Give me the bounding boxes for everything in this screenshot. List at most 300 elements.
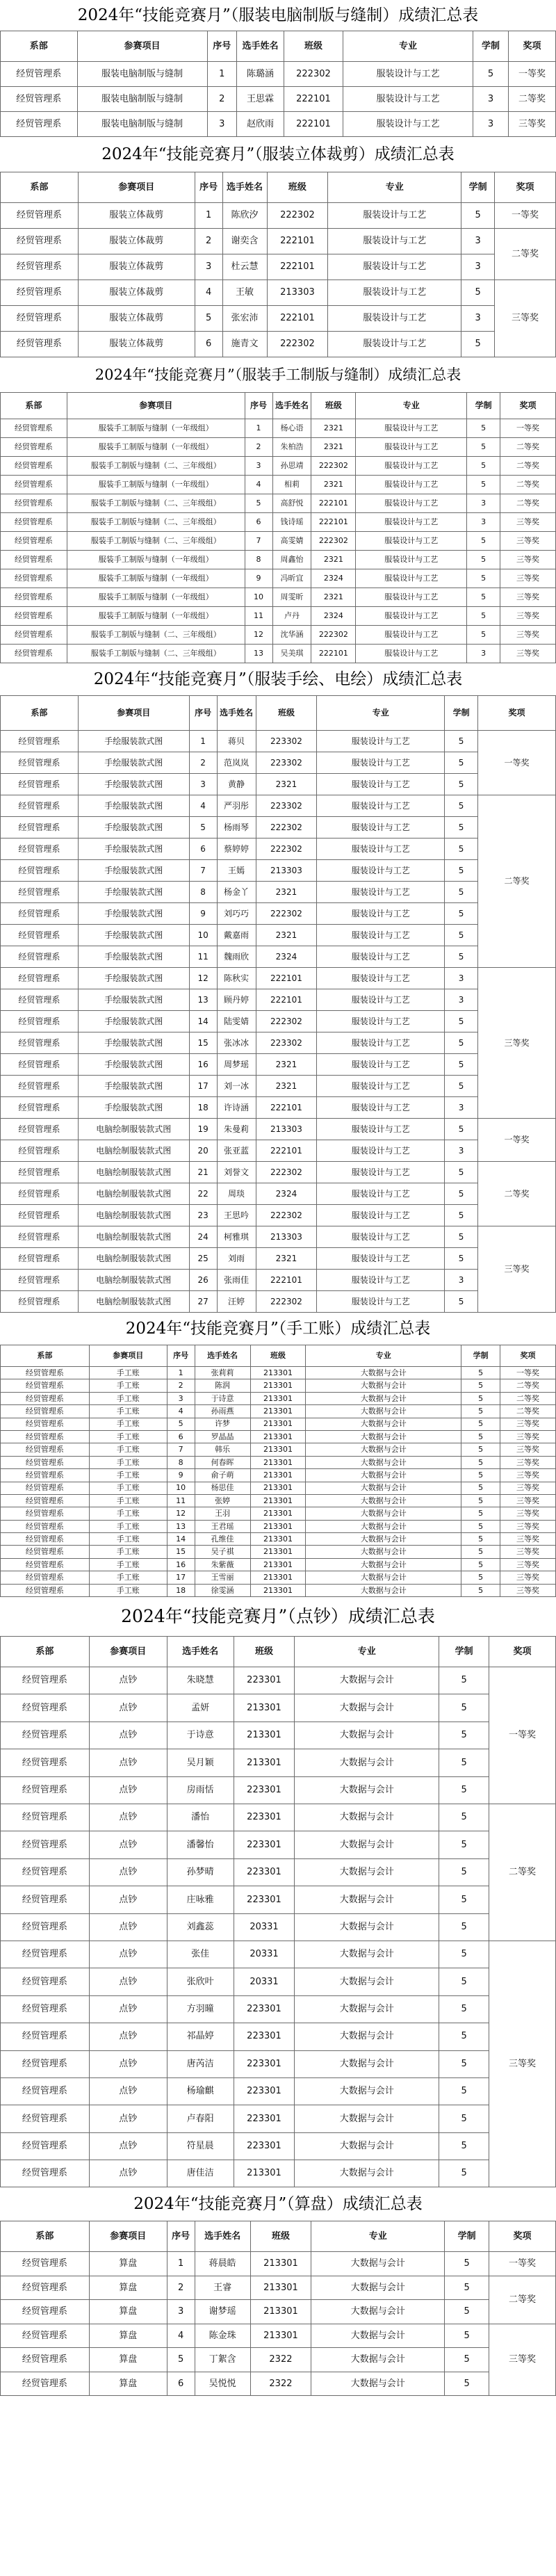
cell-number: 9 xyxy=(167,1469,195,1482)
cell-class: 222101 xyxy=(267,254,328,280)
cell-contestant: 吴悦悦 xyxy=(195,2372,250,2396)
cell-contestant: 潘怡 xyxy=(167,1804,234,1831)
cell-award: 三等奖 xyxy=(500,1520,556,1532)
column-header-contestant: 选手姓名 xyxy=(167,1637,234,1667)
column-header-number: 序号 xyxy=(189,696,217,731)
cell-event: 服装电脑制版与缝制 xyxy=(77,112,207,137)
cell-contestant: 徐雯涵 xyxy=(195,1584,250,1596)
cell-class: 2322 xyxy=(250,2348,311,2372)
column-header-award: 奖项 xyxy=(489,2221,556,2252)
cell-major: 服装设计与工艺 xyxy=(317,731,445,752)
cell-department: 经贸管理系 xyxy=(1,1270,79,1291)
cell-award: 三等奖 xyxy=(500,551,556,569)
cell-department: 经贸管理系 xyxy=(1,203,79,229)
cell-department: 经贸管理系 xyxy=(1,1546,90,1558)
table-row xyxy=(1,1162,556,1183)
cell-department: 经贸管理系 xyxy=(1,254,79,280)
cell-major: 大数据与会计 xyxy=(306,1520,461,1532)
cell-major: 大数据与会计 xyxy=(306,1533,461,1546)
cell-contestant: 房雨恬 xyxy=(167,1776,234,1804)
cell-duration: 5 xyxy=(461,1405,500,1418)
table-row xyxy=(1,532,556,551)
cell-department: 经贸管理系 xyxy=(1,2252,90,2276)
table-row xyxy=(1,1913,556,1941)
cell-duration: 5 xyxy=(445,925,478,946)
cell-duration: 5 xyxy=(439,2050,489,2077)
cell-department: 经贸管理系 xyxy=(1,494,67,513)
cell-contestant: 朱曼莉 xyxy=(217,1119,256,1140)
cell-duration: 5 xyxy=(445,1054,478,1076)
table-row xyxy=(1,457,556,476)
table-row xyxy=(1,1405,556,1418)
cell-class: 222302 xyxy=(267,332,328,357)
cell-major: 服装设计与工艺 xyxy=(317,1119,445,1140)
cell-contestant: 杨瑜麒 xyxy=(167,2077,234,2105)
cell-number: 5 xyxy=(167,1418,195,1430)
cell-number: 13 xyxy=(245,645,272,663)
cell-class: 2321 xyxy=(256,1076,317,1097)
cell-contestant: 蒋贝 xyxy=(217,731,256,752)
cell-major: 服装设计与工艺 xyxy=(356,607,467,626)
cell-event: 服装立体裁剪 xyxy=(78,254,195,280)
table-row xyxy=(1,2252,556,2276)
cell-major: 服装设计与工艺 xyxy=(317,882,445,903)
cell-class: 213301 xyxy=(250,1418,306,1430)
cell-class: 223301 xyxy=(234,1776,295,1804)
table-row xyxy=(1,903,556,925)
cell-event: 手工账 xyxy=(89,1443,167,1456)
cell-department: 经贸管理系 xyxy=(1,968,79,989)
cell-class: 213301 xyxy=(234,1722,295,1749)
cell-class: 2324 xyxy=(311,607,356,626)
cell-duration: 5 xyxy=(439,1913,489,1941)
cell-event: 手绘服装款式图 xyxy=(78,1076,189,1097)
cell-duration: 5 xyxy=(467,457,500,476)
cell-duration: 5 xyxy=(467,551,500,569)
cell-department: 经贸管理系 xyxy=(1,1119,79,1140)
cell-contestant: 王思霖 xyxy=(236,87,284,112)
cell-department: 经贸管理系 xyxy=(1,817,79,839)
cell-major: 服装设计与工艺 xyxy=(356,532,467,551)
cell-event: 点钞 xyxy=(89,1694,167,1722)
cell-class: 213301 xyxy=(234,1694,295,1722)
cell-major: 服装设计与工艺 xyxy=(328,229,461,254)
cell-major: 大数据与会计 xyxy=(295,2105,439,2132)
cell-class: 222101 xyxy=(267,306,328,332)
cell-contestant: 祁晶婷 xyxy=(167,2023,234,2050)
cell-duration: 5 xyxy=(445,946,478,968)
cell-class: 222101 xyxy=(256,989,317,1011)
cell-department: 经贸管理系 xyxy=(1,306,79,332)
cell-event: 点钞 xyxy=(89,2160,167,2187)
table-row xyxy=(1,569,556,588)
cell-class: 213301 xyxy=(234,2160,295,2187)
table-row xyxy=(1,1183,556,1205)
results-table xyxy=(0,1345,556,1597)
cell-duration: 3 xyxy=(467,494,500,513)
cell-class: 213301 xyxy=(250,1558,306,1571)
cell-event: 点钞 xyxy=(89,1913,167,1941)
section-title: 2024年“技能竞赛月”（点钞）成绩汇总表 xyxy=(121,1606,435,1627)
column-header-department: 系部 xyxy=(1,1345,90,1367)
cell-major: 服装设计与工艺 xyxy=(356,645,467,663)
column-header-department: 系部 xyxy=(1,1637,90,1667)
table-row xyxy=(1,1520,556,1532)
cell-award: 三等奖 xyxy=(500,1418,556,1430)
cell-award: 一等奖 xyxy=(495,203,556,229)
cell-class: 213301 xyxy=(250,1469,306,1482)
cell-duration: 5 xyxy=(439,1749,489,1776)
cell-department: 经贸管理系 xyxy=(1,903,79,925)
table-row xyxy=(1,1667,556,1694)
cell-major: 大数据与会计 xyxy=(306,1443,461,1456)
cell-event: 服装手工制版与缝制（一年级组） xyxy=(67,476,245,494)
cell-award: 三等奖 xyxy=(500,1494,556,1507)
cell-contestant: 陆雯婧 xyxy=(217,1011,256,1032)
column-header-event: 参赛项目 xyxy=(89,1637,167,1667)
cell-event: 手绘服装款式图 xyxy=(78,989,189,1011)
cell-event: 手工账 xyxy=(89,1571,167,1584)
table-row xyxy=(1,1995,556,2023)
cell-duration: 5 xyxy=(461,1520,500,1532)
cell-event: 点钞 xyxy=(89,2105,167,2132)
column-header-major: 专业 xyxy=(311,2221,445,2252)
cell-contestant: 魏雨欣 xyxy=(217,946,256,968)
cell-award: 三等奖 xyxy=(500,1456,556,1468)
cell-number: 7 xyxy=(189,860,217,882)
cell-department: 经贸管理系 xyxy=(1,645,67,663)
cell-number: 22 xyxy=(189,1183,217,1205)
cell-award: 三等奖 xyxy=(478,1226,556,1313)
cell-major: 大数据与会计 xyxy=(295,1886,439,1913)
cell-major: 大数据与会计 xyxy=(306,1405,461,1418)
column-header-award: 奖项 xyxy=(495,172,556,203)
column-header-class: 班级 xyxy=(250,1345,306,1367)
cell-event: 手绘服装款式图 xyxy=(78,946,189,968)
cell-major: 大数据与会计 xyxy=(311,2276,445,2300)
results-table xyxy=(0,31,556,137)
cell-major: 大数据与会计 xyxy=(306,1456,461,1468)
table-row xyxy=(1,925,556,946)
table-row xyxy=(1,1430,556,1443)
table-row xyxy=(1,817,556,839)
table-row xyxy=(1,1456,556,1468)
cell-major: 大数据与会计 xyxy=(306,1482,461,1494)
cell-department: 经贸管理系 xyxy=(1,1886,90,1913)
cell-event: 手工账 xyxy=(89,1546,167,1558)
column-header-duration: 学制 xyxy=(445,696,478,731)
cell-major: 大数据与会计 xyxy=(306,1571,461,1584)
cell-class: 213303 xyxy=(256,1226,317,1248)
cell-duration: 5 xyxy=(461,1430,500,1443)
cell-contestant: 周梦瑶 xyxy=(217,1054,256,1076)
cell-contestant: 陈金珠 xyxy=(195,2324,250,2348)
cell-event: 电脑绘制服装款式图 xyxy=(78,1248,189,1270)
cell-department: 经贸管理系 xyxy=(1,1443,90,1456)
cell-event: 服装立体裁剪 xyxy=(78,229,195,254)
cell-contestant: 刘雨 xyxy=(217,1248,256,1270)
cell-class: 222101 xyxy=(256,1270,317,1291)
cell-major: 服装设计与工艺 xyxy=(317,1032,445,1054)
cell-department: 经贸管理系 xyxy=(1,1667,90,1694)
cell-duration: 5 xyxy=(445,1226,478,1248)
cell-contestant: 相莉 xyxy=(272,476,311,494)
cell-department: 经贸管理系 xyxy=(1,1140,79,1162)
column-header-contestant: 选手姓名 xyxy=(272,393,311,419)
column-header-duration: 学制 xyxy=(473,31,508,62)
cell-award: 三等奖 xyxy=(500,1546,556,1558)
cell-duration: 5 xyxy=(439,2105,489,2132)
cell-department: 经贸管理系 xyxy=(1,2300,90,2324)
table-row xyxy=(1,2324,556,2348)
cell-number: 6 xyxy=(245,513,272,532)
cell-department: 经贸管理系 xyxy=(1,551,67,569)
cell-contestant: 卢丹 xyxy=(272,607,311,626)
cell-duration: 5 xyxy=(467,438,500,457)
cell-department: 经贸管理系 xyxy=(1,989,79,1011)
cell-major: 服装设计与工艺 xyxy=(317,1248,445,1270)
cell-number: 11 xyxy=(245,607,272,626)
cell-department: 经贸管理系 xyxy=(1,860,79,882)
cell-major: 大数据与会计 xyxy=(306,1494,461,1507)
table-row xyxy=(1,1776,556,1804)
column-header-event: 参赛项目 xyxy=(89,2221,167,2252)
cell-award: 三等奖 xyxy=(500,1469,556,1482)
column-header-department: 系部 xyxy=(1,393,67,419)
cell-contestant: 符星晨 xyxy=(167,2132,234,2160)
cell-department: 经贸管理系 xyxy=(1,2276,90,2300)
cell-award: 一等奖 xyxy=(500,419,556,438)
cell-contestant: 赵欣雨 xyxy=(236,112,284,137)
cell-award: 一等奖 xyxy=(489,1667,556,1804)
column-header-class: 班级 xyxy=(311,393,356,419)
column-header-event: 参赛项目 xyxy=(78,696,189,731)
cell-number: 11 xyxy=(189,946,217,968)
cell-number: 4 xyxy=(195,280,222,306)
cell-number: 3 xyxy=(167,1392,195,1404)
table-row xyxy=(1,1584,556,1596)
cell-duration: 5 xyxy=(461,203,495,229)
cell-number: 5 xyxy=(189,817,217,839)
cell-major: 服装设计与工艺 xyxy=(328,203,461,229)
cell-contestant: 孔维佳 xyxy=(195,1533,250,1546)
cell-department: 经贸管理系 xyxy=(1,607,67,626)
cell-major: 服装设计与工艺 xyxy=(343,87,473,112)
cell-major: 服装设计与工艺 xyxy=(328,280,461,306)
cell-contestant: 俞子萌 xyxy=(195,1469,250,1482)
table-row xyxy=(1,1076,556,1097)
cell-duration: 5 xyxy=(439,1941,489,1968)
cell-number: 3 xyxy=(245,457,272,476)
cell-contestant: 刘巧巧 xyxy=(217,903,256,925)
cell-contestant: 冯昕宜 xyxy=(272,569,311,588)
cell-duration: 3 xyxy=(473,87,508,112)
cell-contestant: 王嫣 xyxy=(217,860,256,882)
cell-department: 经贸管理系 xyxy=(1,1011,79,1032)
cell-duration: 3 xyxy=(461,254,495,280)
cell-contestant: 王思吟 xyxy=(217,1205,256,1226)
cell-event: 服装手工制版与缝制（一年级组） xyxy=(67,607,245,626)
table-row xyxy=(1,513,556,532)
cell-duration: 5 xyxy=(439,1968,489,1995)
table-row xyxy=(1,839,556,860)
cell-class: 213301 xyxy=(250,1584,306,1596)
cell-department: 经贸管理系 xyxy=(1,532,67,551)
cell-department: 经贸管理系 xyxy=(1,1558,90,1571)
cell-contestant: 张雨佳 xyxy=(217,1270,256,1291)
cell-event: 电脑绘制服装款式图 xyxy=(78,1140,189,1162)
results-table xyxy=(0,1636,556,2187)
cell-duration: 5 xyxy=(439,1831,489,1858)
cell-award: 二等奖 xyxy=(500,494,556,513)
cell-major: 服装设计与工艺 xyxy=(356,551,467,569)
results-table xyxy=(0,2221,556,2396)
table-row xyxy=(1,112,556,137)
cell-major: 大数据与会计 xyxy=(306,1367,461,1379)
cell-event: 手工账 xyxy=(89,1520,167,1532)
cell-number: 13 xyxy=(189,989,217,1011)
cell-number: 4 xyxy=(189,795,217,817)
cell-department: 经贸管理系 xyxy=(1,1482,90,1494)
cell-number: 3 xyxy=(195,254,222,280)
cell-number: 21 xyxy=(189,1162,217,1183)
cell-number: 3 xyxy=(207,112,236,137)
cell-class: 222302 xyxy=(256,1011,317,1032)
cell-contestant: 张婷 xyxy=(195,1494,250,1507)
cell-department: 经贸管理系 xyxy=(1,774,79,795)
header-row xyxy=(1,31,556,62)
cell-class: 2324 xyxy=(256,1183,317,1205)
cell-class: 213301 xyxy=(250,1430,306,1443)
section-shougongzhang xyxy=(0,1313,556,1597)
column-header-event: 参赛项目 xyxy=(89,1345,167,1367)
cell-department: 经贸管理系 xyxy=(1,1533,90,1546)
column-header-department: 系部 xyxy=(1,31,78,62)
cell-event: 算盘 xyxy=(89,2324,167,2348)
cell-event: 手绘服装款式图 xyxy=(78,1097,189,1119)
cell-contestant: 戴嘉雨 xyxy=(217,925,256,946)
cell-major: 大数据与会计 xyxy=(295,1913,439,1941)
cell-contestant: 于诗意 xyxy=(167,1722,234,1749)
cell-award: 三等奖 xyxy=(500,1482,556,1494)
table-row xyxy=(1,1379,556,1392)
cell-duration: 5 xyxy=(439,2077,489,2105)
cell-department: 经贸管理系 xyxy=(1,1032,79,1054)
table-row xyxy=(1,2132,556,2160)
cell-contestant: 于诗意 xyxy=(195,1392,250,1404)
cell-contestant: 陈欣汐 xyxy=(222,203,267,229)
cell-duration: 5 xyxy=(461,1507,500,1520)
cell-department: 经贸管理系 xyxy=(1,1418,90,1430)
cell-number: 9 xyxy=(245,569,272,588)
cell-contestant: 周雯昕 xyxy=(272,588,311,607)
cell-major: 大数据与会计 xyxy=(295,1749,439,1776)
cell-department: 经贸管理系 xyxy=(1,1804,90,1831)
cell-event: 手工账 xyxy=(89,1494,167,1507)
cell-duration: 3 xyxy=(461,306,495,332)
column-header-major: 专业 xyxy=(328,172,461,203)
cell-department: 经贸管理系 xyxy=(1,626,67,645)
table-row xyxy=(1,1418,556,1430)
cell-major: 大数据与会计 xyxy=(295,2050,439,2077)
cell-event: 电脑绘制服装款式图 xyxy=(78,1183,189,1205)
cell-duration: 5 xyxy=(439,2132,489,2160)
cell-class: 222101 xyxy=(311,513,356,532)
table-row xyxy=(1,306,556,332)
cell-major: 大数据与会计 xyxy=(311,2252,445,2276)
cell-department: 经贸管理系 xyxy=(1,1456,90,1468)
results-table xyxy=(0,172,556,357)
column-header-duration: 学制 xyxy=(445,2221,489,2252)
cell-duration: 5 xyxy=(467,419,500,438)
cell-major: 大数据与会计 xyxy=(306,1418,461,1430)
cell-contestant: 王羽 xyxy=(195,1507,250,1520)
cell-class: 222302 xyxy=(256,1291,317,1313)
cell-major: 大数据与会计 xyxy=(311,2324,445,2348)
cell-event: 手工账 xyxy=(89,1482,167,1494)
section-title: 2024年“技能竞赛月”（算盘）成绩汇总表 xyxy=(133,2195,423,2214)
cell-event: 点钞 xyxy=(89,1776,167,1804)
table-row xyxy=(1,626,556,645)
cell-class: 222302 xyxy=(256,839,317,860)
cell-number: 4 xyxy=(167,2324,195,2348)
cell-duration: 3 xyxy=(445,1140,478,1162)
cell-number: 13 xyxy=(167,1520,195,1532)
cell-department: 经贸管理系 xyxy=(1,1248,79,1270)
cell-award: 三等奖 xyxy=(500,513,556,532)
cell-event: 手绘服装款式图 xyxy=(78,1032,189,1054)
table-row xyxy=(1,588,556,607)
cell-class: 223301 xyxy=(234,1831,295,1858)
cell-duration: 5 xyxy=(461,1558,500,1571)
cell-number: 6 xyxy=(167,2372,195,2396)
cell-contestant: 卢春阳 xyxy=(167,2105,234,2132)
cell-contestant: 张宏沛 xyxy=(222,306,267,332)
cell-department: 经贸管理系 xyxy=(1,1494,90,1507)
cell-event: 手工账 xyxy=(89,1392,167,1404)
cell-event: 服装立体裁剪 xyxy=(78,306,195,332)
cell-class: 222302 xyxy=(311,532,356,551)
cell-contestant: 王敏 xyxy=(222,280,267,306)
cell-contestant: 陈秋实 xyxy=(217,968,256,989)
cell-class: 213301 xyxy=(250,1520,306,1532)
table-row xyxy=(1,1749,556,1776)
cell-number: 12 xyxy=(167,1507,195,1520)
cell-number: 6 xyxy=(167,1430,195,1443)
cell-award: 三等奖 xyxy=(500,1507,556,1520)
table-row xyxy=(1,731,556,752)
cell-class: 213301 xyxy=(250,1392,306,1404)
cell-class: 2321 xyxy=(311,438,356,457)
table-row xyxy=(1,551,556,569)
column-header-class: 班级 xyxy=(256,696,317,731)
table-row xyxy=(1,2050,556,2077)
cell-major: 服装设计与工艺 xyxy=(317,1270,445,1291)
table-row xyxy=(1,1011,556,1032)
cell-class: 213301 xyxy=(250,1507,306,1520)
cell-number: 18 xyxy=(189,1097,217,1119)
cell-major: 服装设计与工艺 xyxy=(356,438,467,457)
cell-event: 点钞 xyxy=(89,1968,167,1995)
results-table xyxy=(0,695,556,1313)
table-row xyxy=(1,1494,556,1507)
cell-event: 手绘服装款式图 xyxy=(78,1011,189,1032)
cell-class: 222302 xyxy=(267,203,328,229)
cell-contestant: 严羽彤 xyxy=(217,795,256,817)
cell-department: 经贸管理系 xyxy=(1,1183,79,1205)
cell-duration: 5 xyxy=(461,1392,500,1404)
cell-major: 服装设计与工艺 xyxy=(356,457,467,476)
